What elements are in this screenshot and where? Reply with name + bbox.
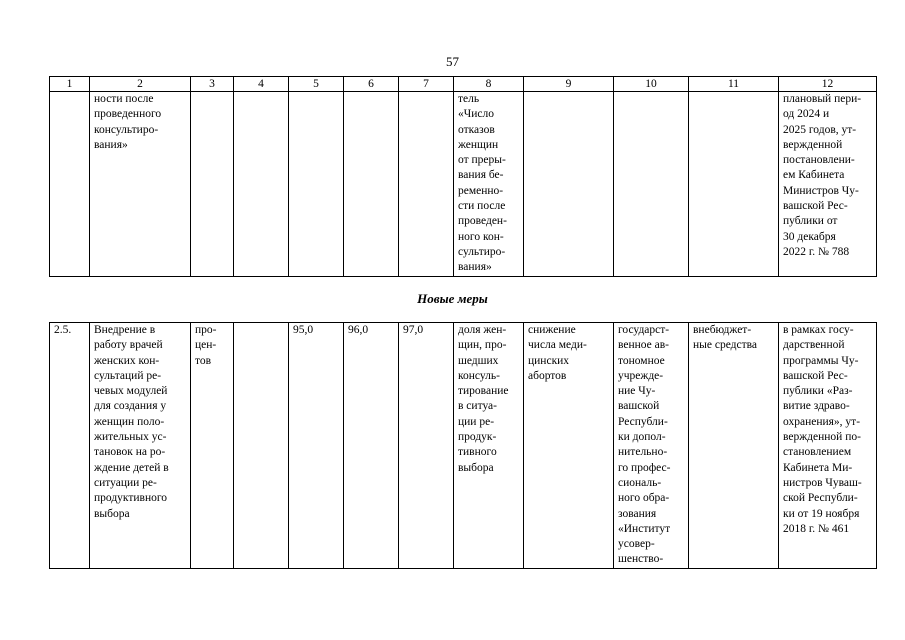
header-col-10: 10 bbox=[614, 77, 689, 92]
cell-effect: снижение числа меди- цинских абортов bbox=[524, 323, 614, 569]
header-col-6: 6 bbox=[344, 77, 399, 92]
cell-measure-name: Внедрение в работу врачей женских кон- сультаций ре- чевых модулей для создания у женщин поло- жительных ус- тановок на ро- ждение детей в ситуации ре- продуктивного выбора bbox=[90, 323, 191, 569]
header-col-2: 2 bbox=[90, 77, 191, 92]
cell-basis: плановый пери- од 2024 и 2025 годов, ут- вержденной постановлени- ем Кабинета Министров Чу- вашской Рес- публики от 30 декабря 2022 г. № 788 bbox=[779, 92, 877, 277]
cell-executor: государст- венное ав- тономное учрежде- ние Чу- вашской Республи- ки допол- нительно- го профес- сиональ- ного обра- зования «Институт усовер- шенство- bbox=[614, 323, 689, 569]
header-col-11: 11 bbox=[689, 77, 779, 92]
header-col-12: 12 bbox=[779, 77, 877, 92]
section-title: Новые меры bbox=[417, 291, 488, 306]
cell-col7: 97,0 bbox=[399, 323, 454, 569]
table-row bbox=[50, 323, 877, 569]
cell-basis: в рамках госу- дарственной программы Чу- вашской Рес- публики «Раз- витие здраво- охранения», ут- вержденной по- становлением Кабинета Ми- нистров Чуваш- ской Республи- ки от 19 ноября 2018 г. № 461 bbox=[779, 323, 877, 569]
cell-col6 bbox=[344, 92, 399, 277]
cell-indicator: тель «Число отказов женщин от преры- вания бе- ременно- сти после проведен- ного кон- сультиро- вания» bbox=[454, 92, 524, 277]
header-col-5: 5 bbox=[289, 77, 344, 92]
cell-funding: внебюджет- ные средства bbox=[689, 323, 779, 569]
cell-indicator: доля жен- щин, про- шедших консуль- тирование в ситуа- ции ре- продук- тивного выбора bbox=[454, 323, 524, 569]
cell-col4 bbox=[234, 323, 289, 569]
header-col-8: 8 bbox=[454, 77, 524, 92]
header-col-3: 3 bbox=[191, 77, 234, 92]
cell-funding bbox=[689, 92, 779, 277]
cell-unit bbox=[191, 92, 234, 277]
column-number-header bbox=[50, 77, 877, 92]
table-row bbox=[50, 92, 877, 277]
header-col-4: 4 bbox=[234, 77, 289, 92]
new-measures-table bbox=[49, 322, 877, 569]
header-col-1: 1 bbox=[50, 77, 90, 92]
cell-measure-name: ности после проведенного консультиро- вания» bbox=[90, 92, 191, 277]
cell-col4 bbox=[234, 92, 289, 277]
cell-col5: 95,0 bbox=[289, 323, 344, 569]
header-col-7: 7 bbox=[399, 77, 454, 92]
cell-number bbox=[50, 92, 90, 277]
cell-col7 bbox=[399, 92, 454, 277]
cell-effect bbox=[524, 92, 614, 277]
cell-executor bbox=[614, 92, 689, 277]
page-number: 57 bbox=[446, 54, 459, 69]
cell-number: 2.5. bbox=[50, 323, 90, 569]
continuation-table bbox=[49, 76, 877, 277]
cell-unit: про- цен- тов bbox=[191, 323, 234, 569]
cell-col5 bbox=[289, 92, 344, 277]
cell-col6: 96,0 bbox=[344, 323, 399, 569]
header-col-9: 9 bbox=[524, 77, 614, 92]
